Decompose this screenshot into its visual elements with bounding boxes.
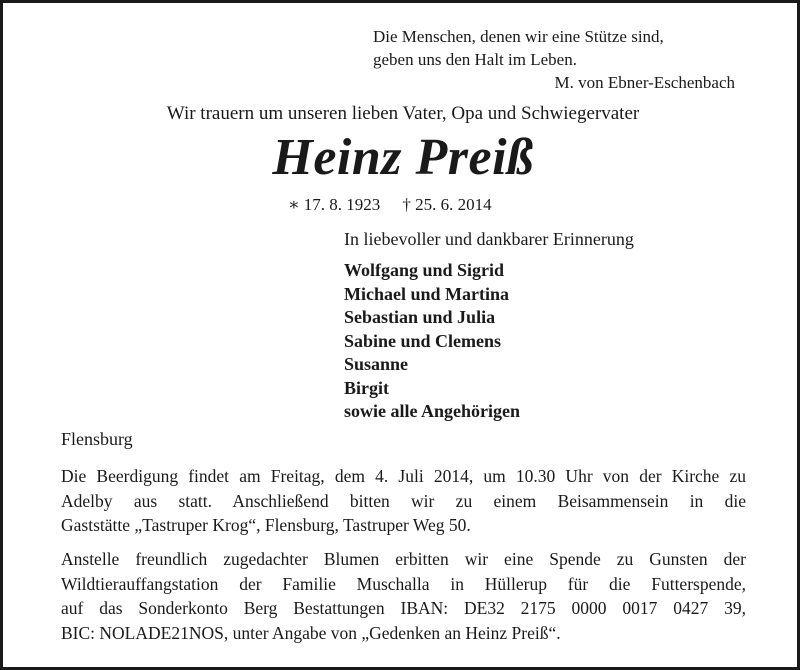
death-date: † 25. 6. 2014 [402,195,492,214]
city-name: Flensburg [61,429,133,449]
birth-date: ∗ 17. 8. 1923 [288,195,381,214]
donation-line: auf das Sonderkonto Berg Bestattungen IBAN: DE32 2175 0000 0017 0427 39, [61,598,746,618]
donation-line: Wildtierauffangstation der Familie Muschalla in Hüllerup für die Futterspende, [61,573,746,594]
quote-line-2: geben uns den Halt im Leben. [373,50,577,69]
family-list [344,259,520,424]
family-member: Wolfgang und Sigrid [344,260,505,280]
quote-line-1: Die Menschen, denen wir eine Stütze sind, [373,27,664,46]
epigraph-quote [373,25,773,92]
family-member: sowie alle Angehörigen [344,401,520,421]
family-member: Susanne [344,354,409,374]
intro-text: Wir trauern um unseren lieben Vater, Opa und Schwiegervater [166,103,640,124]
funeral-line: Die Beerdigung findet am Freitag, dem 4. Juli 2014, um 10.30 Uhr von der Kirche zu [61,466,746,486]
donation-line: BIC: NOLADE21NOS, unter Angabe von „Gedenken an Heinz Preiß“. [61,622,561,643]
quote-author: M. von Ebner-Eschenbach [554,73,735,92]
funeral-line: Adelby aus statt. Anschließend bitten wir zu einem Beisammensein in die [61,490,746,511]
memory-line: In liebevoller und dankbarer Erinnerung [344,229,634,249]
funeral-line: Gaststätte „Tastruper Krog“, Flensburg, Tastruper Weg 50. [61,515,471,535]
donation-paragraph [61,547,746,645]
family-member: Sabine und Clemens [344,330,502,351]
donation-line: Anstelle freundlich zugedachter Blumen erbitten wir eine Spende zu Gunsten der [61,549,746,569]
family-member: Sebastian und Julia [344,307,496,327]
family-member: Michael und Martina [344,283,509,304]
deceased-name: Heinz Preiß [272,129,534,186]
family-member: Birgit [344,377,389,398]
life-dates [288,195,492,215]
funeral-paragraph [61,464,746,538]
